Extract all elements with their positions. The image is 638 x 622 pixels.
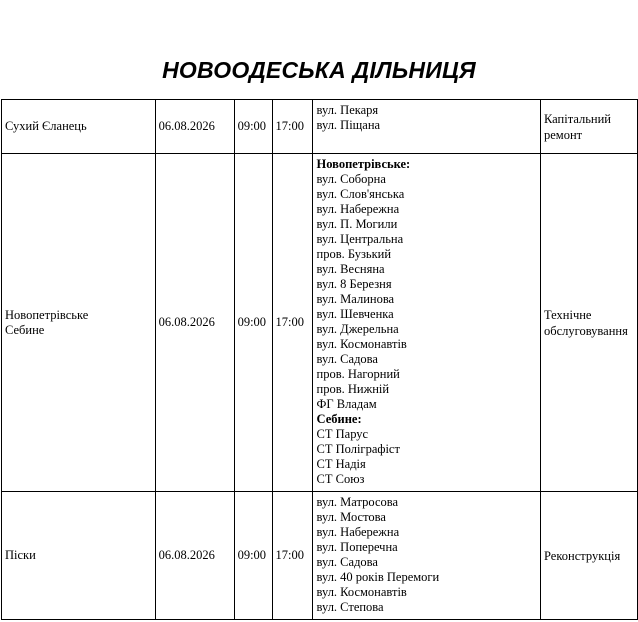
address-item: вул. Мостова — [316, 510, 386, 524]
time-to-cell-line: 17:00 — [275, 315, 305, 329]
outage-schedule-table — [1, 99, 638, 620]
address-item: пров. Нижній — [316, 382, 390, 396]
time-to-cell — [272, 154, 312, 492]
address-item: вул. Поперечна — [316, 540, 398, 554]
date-cell — [155, 492, 234, 620]
address-item: вул. Шевченка — [316, 307, 394, 321]
time-from-cell — [234, 492, 272, 620]
address-item: пров. Бузький — [316, 247, 392, 261]
table-row — [2, 100, 638, 154]
locality-header: Новопетрівське: — [316, 157, 411, 171]
address-item: вул. Пекаря — [316, 103, 379, 117]
locality-cell — [2, 154, 156, 492]
address-item: СТ Парус — [316, 427, 369, 441]
address-item: СТ Поліграфіст — [316, 442, 400, 456]
time-from-cell — [234, 100, 272, 154]
address-item: вул. Космонавтів — [316, 337, 407, 351]
work-type-cell-line: Капітальний — [544, 111, 611, 126]
page-title: НОВООДЕСЬКА ДІЛЬНИЦЯ — [162, 57, 476, 83]
address-item: вул. Матросова — [316, 495, 399, 509]
address-item: вул. Садова — [316, 555, 378, 569]
work-type-cell-line: Технічне — [544, 307, 592, 322]
address-item: вул. Малинова — [316, 292, 395, 306]
address-item: вул. Соборна — [316, 172, 386, 186]
address-item: вул. Набережна — [316, 202, 400, 216]
address-item: вул. Слов'янська — [316, 187, 405, 201]
address-item: вул. Набережна — [316, 525, 400, 539]
locality-cell — [2, 492, 156, 620]
date-cell-line: 06.08.2026 — [158, 315, 215, 329]
work-type-cell-line: ремонт — [544, 127, 583, 142]
address-item: вул. Піщана — [316, 118, 381, 132]
time-to-cell — [272, 492, 312, 620]
table-row — [2, 154, 638, 492]
time-to-cell-line: 17:00 — [275, 548, 305, 562]
address-item: вул. Космонавтів — [316, 585, 407, 599]
time-from-cell-line: 09:00 — [237, 119, 267, 133]
time-from-cell-line: 09:00 — [237, 315, 267, 329]
address-item: вул. 8 Березня — [316, 277, 392, 291]
work-type-cell — [541, 154, 638, 492]
work-type-cell — [541, 100, 638, 154]
address-item: вул. 40 років Перемоги — [316, 570, 440, 584]
date-cell-line: 06.08.2026 — [158, 548, 215, 562]
address-item: вул. Степова — [316, 600, 384, 614]
address-item: ФГ Владам — [316, 397, 377, 411]
address-item: вул. Садова — [316, 352, 378, 366]
addresses-cell — [312, 154, 540, 492]
address-item: пров. Нагорний — [316, 367, 400, 381]
locality-cell — [2, 100, 156, 154]
work-type-cell — [541, 492, 638, 620]
addresses-cell — [312, 492, 540, 620]
address-item: СТ Союз — [316, 472, 365, 486]
addresses-cell — [312, 100, 540, 154]
address-item: вул. Весняна — [316, 262, 385, 276]
locality-cell-line: Сухий Єланець — [5, 119, 87, 133]
table-row — [2, 492, 638, 620]
locality-cell-line: Піски — [5, 548, 36, 562]
address-item: СТ Надія — [316, 457, 366, 471]
work-type-cell-line: обслуговування — [544, 323, 628, 338]
time-to-cell — [272, 100, 312, 154]
locality-cell-line: Новопетрівське — [5, 307, 89, 322]
time-from-cell-line: 09:00 — [237, 548, 267, 562]
time-from-cell — [234, 154, 272, 492]
date-cell-line: 06.08.2026 — [158, 119, 215, 133]
address-item: вул. П. Могили — [316, 217, 398, 231]
address-item: вул. Центральна — [316, 232, 404, 246]
locality-header: Себине: — [316, 412, 362, 426]
work-type-cell-line: Реконструкція — [544, 548, 621, 563]
locality-cell-line: Себине — [5, 322, 45, 337]
time-to-cell-line: 17:00 — [275, 119, 305, 133]
date-cell — [155, 154, 234, 492]
address-item: вул. Джерельна — [316, 322, 399, 336]
date-cell — [155, 100, 234, 154]
